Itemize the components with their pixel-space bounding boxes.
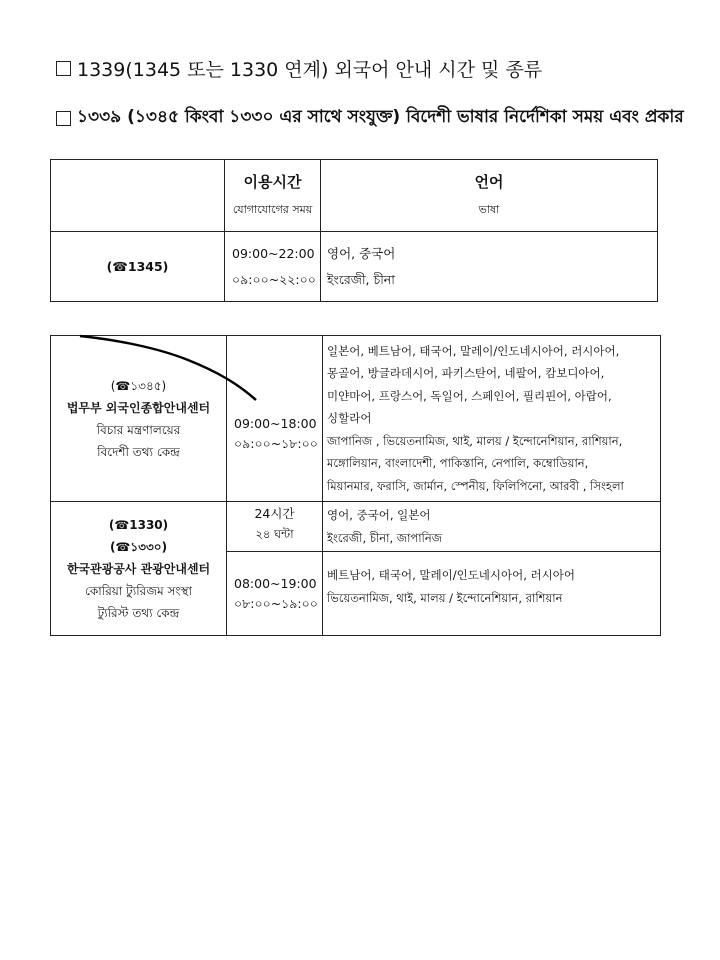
immigration-center-cell (51, 336, 227, 502)
phone-1345-bn: (☎১৩৪৫) (110, 378, 167, 393)
tourism-center-cell (51, 502, 227, 636)
heading-bengali-text: ১৩৩৯ (১৩৪৫ কিংবা ১৩৩০ এর সাথে সংযুক্ত) বিদেশী ভাষার নির্দেশিকা সময় এবং প্রকার (77, 107, 684, 127)
time-bn: ০৯:০০~১৮:০০ (234, 435, 318, 451)
phone-1330: (☎1330) (108, 517, 169, 532)
checkbox-square-icon (56, 111, 71, 126)
table-row (51, 232, 658, 302)
header-language-ko: 언어 (474, 173, 504, 191)
language-line: 몽골어, 방글라데시어, 파키스탄어, 네팔어, 캄보디아어, (327, 366, 605, 381)
org-name-ko: 한국관광공사 관광안내센터 (66, 561, 211, 576)
time-bn: ০৯:০০~২২:০০ (232, 271, 316, 287)
hours-table-1330 (50, 335, 661, 636)
phone-1330-bn: (☎১৩৩০) (109, 539, 168, 554)
time-ko: 09:00~18:00 (234, 415, 317, 431)
hours-table-1345 (50, 159, 658, 302)
time-ko: 09:00~22:00 (232, 245, 315, 261)
heading-korean-text: 1339(1345 또는 1330 연계) 외국어 안내 시간 및 종류 (77, 59, 543, 81)
heading-bengali (56, 104, 684, 132)
language-line: 일본어, 베트남어, 태국어, 말레이/인도네시아어, 러시아어, (327, 343, 620, 358)
org-name-bn-2: বিদেশী তথ্য কেন্দ্র (97, 444, 180, 459)
time-cell (225, 232, 321, 302)
language-list-cell (323, 552, 661, 636)
language-line: 싱할라어 (327, 411, 372, 426)
time-cell-24h (227, 502, 323, 552)
time-bn: ০৮:০০~১৯:০০ (234, 595, 318, 611)
languages-bn: ইংরেজী, চীনা (327, 271, 395, 287)
language-line: মঙ্গোলিয়ান, বাংলাদেশী, পাকিস্তানি, নেপালি, কম্বোডিয়ান, (327, 456, 589, 471)
language-line: 미얀마어, 프랑스어, 독일어, 스페인어, 필리핀어, 아랍어, (327, 388, 612, 403)
header-language-bn: ভাষা (478, 203, 500, 216)
language-list-cell (323, 502, 661, 552)
header-empty-cell (51, 160, 225, 232)
language-line: 영어, 중국어, 일본어 (327, 508, 431, 522)
header-time-ko: 이용시간 (243, 173, 302, 191)
language-cell (321, 232, 658, 302)
language-line: ভিয়েতনামিজ, থাই, মালয় / ইন্দোনেশিয়ান, রাশিয়ান (327, 590, 563, 605)
time-cell (227, 552, 323, 636)
language-line: মিয়ানমার, ফরাসি, জার্মান, স্পেনীয়, ফিলিপিনো, আরবী , সিংহলা (327, 478, 624, 493)
org-name-bn-1: বিচার মন্ত্রণালয়ের (96, 422, 181, 437)
table-row (51, 336, 661, 502)
time-ko: 08:00~19:00 (234, 575, 317, 591)
phone-1345-cell: (☎1345) (51, 232, 225, 302)
heading-korean (56, 55, 542, 82)
time-24h-bn: ২৪ ঘন্টা (255, 527, 294, 541)
header-language-cell (321, 160, 658, 232)
checkbox-square-icon (56, 61, 71, 76)
time-24h-ko: 24시간 (254, 506, 295, 521)
table-header-row (51, 160, 658, 232)
language-line: জাপানিজ , ভিয়েতনামিজ, থাই, মালয় / ইন্দোনেশিয়ান, রাশিয়ান, (327, 433, 623, 448)
org-name-bn-1: কোরিয়া ট্যুরিজম সংস্থা (85, 583, 192, 598)
language-line: ইংরেজী, চীনা, জাপানিজ (327, 530, 442, 545)
org-name-ko: 법무부 외국인종합안내센터 (66, 400, 211, 415)
header-time-bn: যোগাযোগের সময় (232, 203, 313, 216)
language-line: 베트남어, 태국어, 말레이/인도네시아어, 러시아어 (327, 568, 575, 582)
time-cell (227, 336, 323, 502)
languages-ko: 영어, 중국어 (327, 245, 396, 261)
language-list-cell (323, 336, 661, 502)
table-row (51, 502, 661, 552)
header-time-cell (225, 160, 321, 232)
org-name-bn-2: ট্যুরিস্ট তথ্য কেন্দ্র (97, 605, 180, 620)
